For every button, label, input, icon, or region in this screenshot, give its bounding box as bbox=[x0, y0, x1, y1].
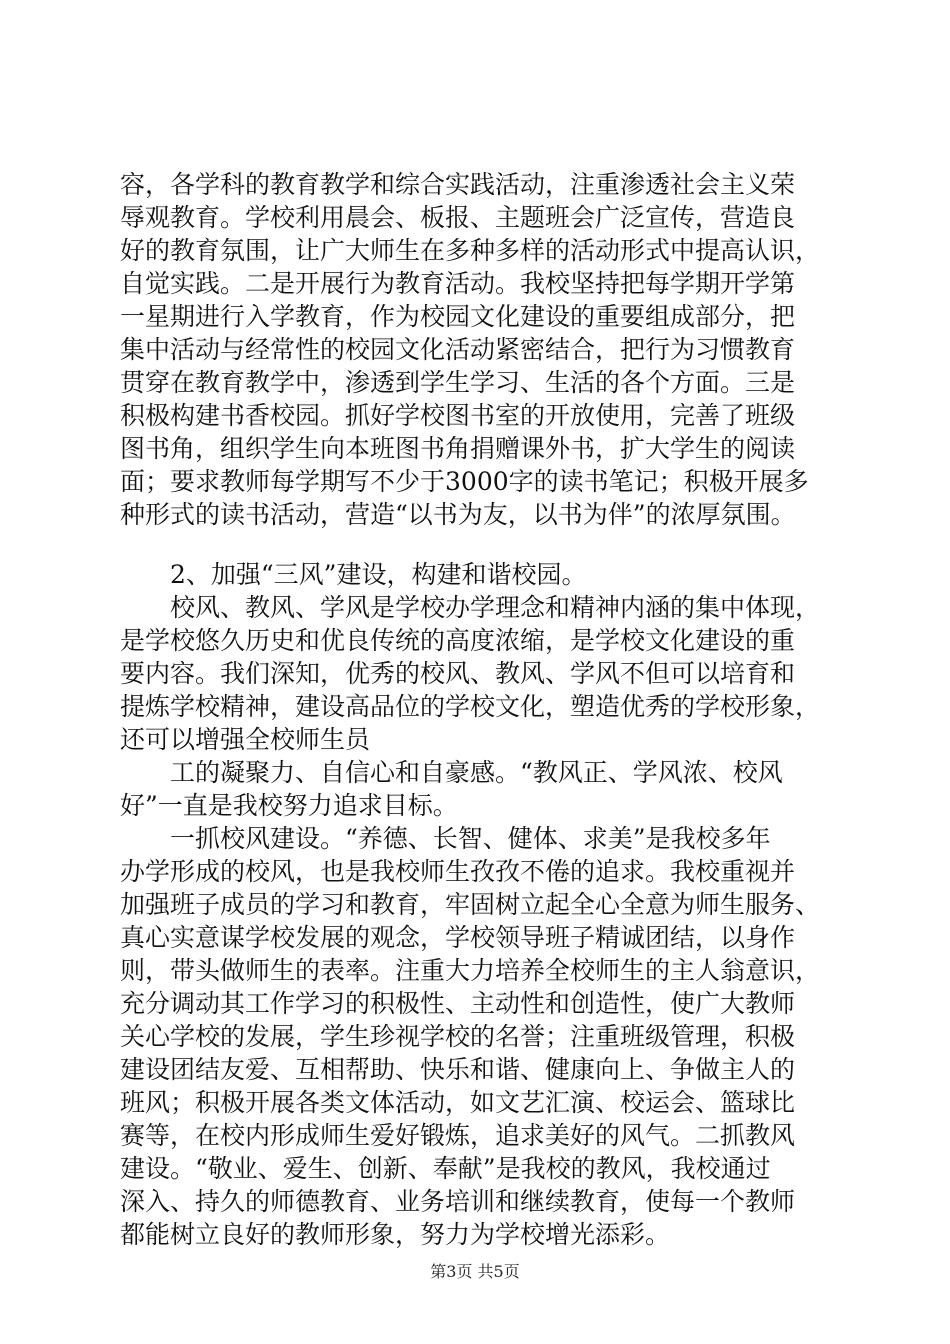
text-line: 是学校悠久历史和优良传统的高度浓缩，是学校文化建设的重 bbox=[120, 626, 796, 655]
text-line: 图书角，组织学生向本班图书角捐赠课外书，扩大学生的阅读 bbox=[120, 434, 796, 463]
section-heading: 2、加强“三风”建设，构建和谐校园。 bbox=[120, 560, 587, 589]
text-line: 辱观教育。学校利用晨会、板报、主题班会广泛宣传，营造良 bbox=[120, 203, 796, 232]
page-footer bbox=[0, 1262, 950, 1282]
text-line: 自觉实践。二是开展行为教育活动。我校坚持把每学期开学第 bbox=[120, 269, 796, 298]
text-line: 种形式的读书活动，营造“以书为友，以书为伴”的浓厚氛围。 bbox=[120, 500, 796, 529]
page-number: 第3页 共5页 bbox=[430, 1262, 520, 1281]
text-line: 还可以增强全校师生员 bbox=[120, 725, 371, 754]
text-line: 充分调动其工作学习的积极性、主动性和创造性，使广大教师 bbox=[120, 989, 796, 1018]
text-line: 办学形成的校风，也是我校师生孜孜不倦的追求。我校重视并 bbox=[120, 857, 796, 886]
paragraph bbox=[120, 168, 832, 531]
text-line: 贯穿在教育教学中，渗透到学生学习、生活的各个方面。三是 bbox=[120, 368, 796, 397]
text-line: 好的教育氛围，让广大师生在多种多样的活动形式中提高认识， bbox=[120, 236, 821, 265]
text-line: 面；要求教师每学期写不少于3000字的读书笔记；积极开展多 bbox=[120, 467, 809, 496]
text-line: 一抓校风建设。“养德、长智、健体、求美”是我校多年 bbox=[120, 824, 771, 853]
text-line: 提炼学校精神，建设高品位的学校文化，塑造优秀的学校形象， bbox=[120, 692, 821, 721]
text-line: 校风、教风、学风是学校办学理念和精神内涵的集中体现， bbox=[120, 593, 821, 622]
paragraph-spacer bbox=[120, 531, 832, 558]
text-line: 赛等，在校内形成师生爱好锻炼，追求美好的风气。二抓教风 bbox=[120, 1121, 796, 1150]
text-line: 则，带头做师生的表率。注重大力培养全校师生的主人翁意识， bbox=[120, 956, 821, 985]
text-line: 建设。“敬业、爱生、创新、奉献”是我校的教风，我校通过 bbox=[120, 1154, 771, 1183]
text-line: 深入、持久的师德教育、业务培训和继续教育，使每一个教师 bbox=[120, 1187, 796, 1216]
text-line: 积极构建书香校园。抓好学校图书室的开放使用，完善了班级 bbox=[120, 401, 796, 430]
text-line: 工的凝聚力、自信心和自豪感。“教风正、学风浓、校风 bbox=[120, 758, 783, 787]
text-line: 班风；积极开展各类文体活动，如文艺汇演、校运会、篮球比 bbox=[120, 1088, 796, 1117]
text-line: 要内容。我们深知，优秀的校风、教风、学风不但可以培育和 bbox=[120, 659, 796, 688]
text-line: 好”一直是我校努力追求目标。 bbox=[120, 791, 458, 820]
text-line: 建设团结友爱、互相帮助、快乐和谐、健康向上、争做主人的 bbox=[120, 1055, 796, 1084]
text-line: 都能树立良好的教师形象，努力为学校增光添彩。 bbox=[120, 1220, 671, 1249]
document-body bbox=[120, 168, 832, 1251]
text-line: 关心学校的发展，学生珍视学校的名誉；注重班级管理，积极 bbox=[120, 1022, 796, 1051]
text-line: 一星期进行入学教育，作为校园文化建设的重要组成部分，把 bbox=[120, 302, 796, 331]
paragraph bbox=[120, 558, 832, 1251]
text-line: 加强班子成员的学习和教育，牢固树立起全心全意为师生服务、 bbox=[120, 890, 821, 919]
text-line: 集中活动与经常性的校园文化活动紧密结合，把行为习惯教育 bbox=[120, 335, 796, 364]
text-line: 真心实意谋学校发展的观念，学校领导班子精诚团结，以身作 bbox=[120, 923, 796, 952]
text-line: 容，各学科的教育教学和综合实践活动，注重渗透社会主义荣 bbox=[120, 170, 796, 199]
